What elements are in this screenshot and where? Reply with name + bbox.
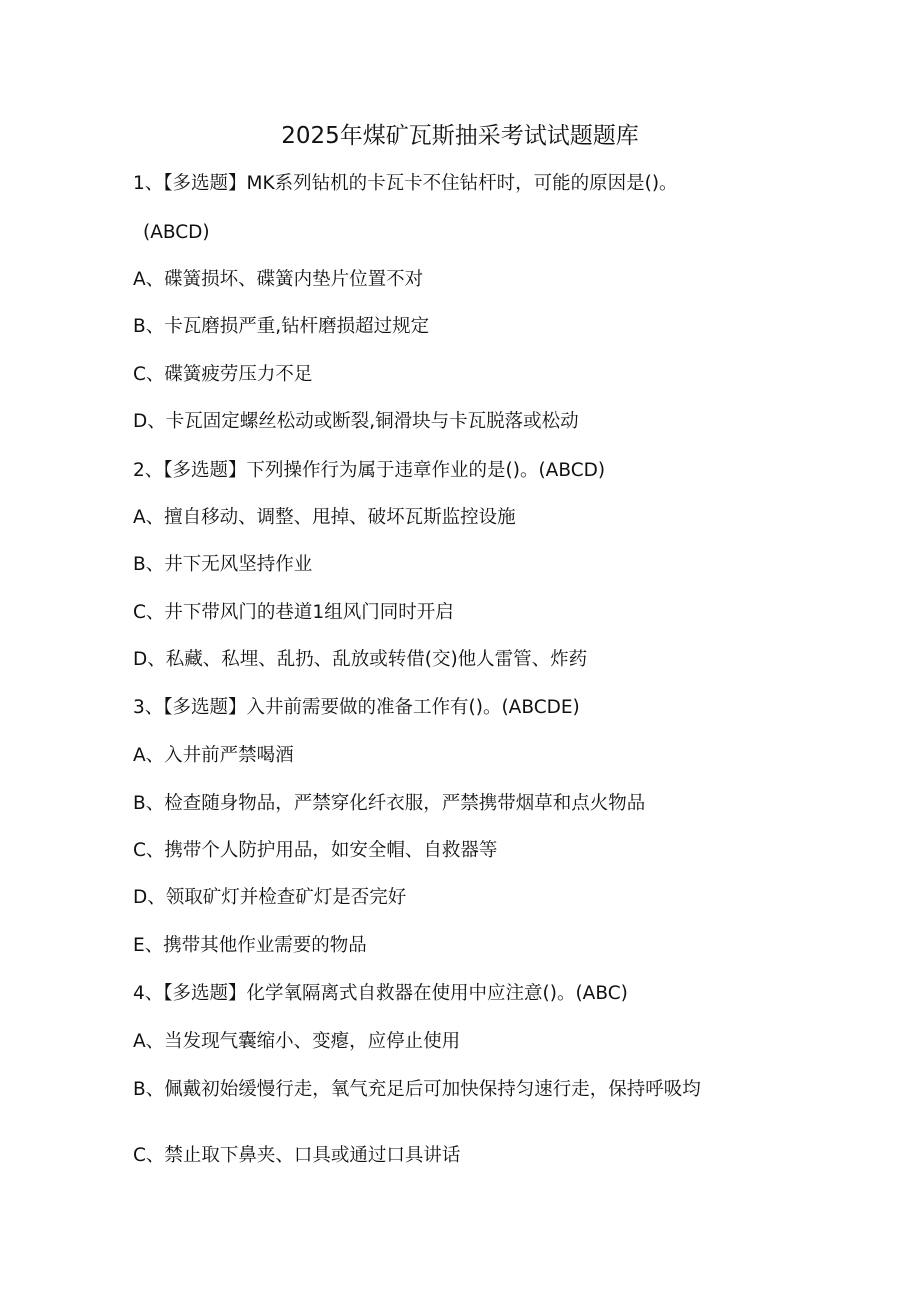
question-3-option-a: A、入井前严禁喝酒 [133,745,294,766]
question-4-option-c: C、禁止取下鼻夹、口具或通过口具讲话 [133,1145,461,1166]
question-4-option-b: B、佩戴初始缓慢行走，氧气充足后可加快保持匀速行走，保持呼吸均 [133,1079,701,1100]
question-1-option-b: B、卡瓦磨损严重,钻杆磨损超过规定 [133,316,430,337]
question-3-option-b: B、检查随身物品，严禁穿化纤衣服，严禁携带烟草和点火物品 [133,793,646,814]
question-3-option-d: D、领取矿灯并检查矿灯是否完好 [133,887,407,908]
question-2-stem: 2、【多选题】下列操作行为属于违章作业的是()。(ABCD) [133,460,606,481]
question-1-option-d: D、卡瓦固定螺丝松动或断裂,铜滑块与卡瓦脱落或松动 [133,411,579,432]
question-2-option-a: A、擅自移动、调整、甩掉、破坏瓦斯监控设施 [133,507,516,528]
question-1-option-a: A、碟簧损坏、碟簧内垫片位置不对 [133,269,424,290]
question-1-answer: (ABCD) [143,222,210,243]
question-3-option-c: C、携带个人防护用品，如安全帽、自救器等 [133,840,498,861]
question-4-stem: 4、【多选题】化学氧隔离式自救器在使用中应注意()。(ABC) [133,983,628,1004]
question-3-option-e: E、携带其他作业需要的物品 [133,935,367,956]
question-2-option-c: C、井下带风门的巷道1组风门同时开启 [133,602,454,623]
question-2-option-d: D、私藏、私埋、乱扔、乱放或转借(交)他人雷管、炸药 [133,649,588,670]
question-4-option-a: A、当发现气囊缩小、变瘪，应停止使用 [133,1031,461,1052]
document-title: 2025年煤矿瓦斯抽采考试试题题库 [281,123,639,149]
question-3-stem: 3、【多选题】入井前需要做的准备工作有()。(ABCDE) [133,697,580,718]
question-2-option-b: B、井下无风坚持作业 [133,554,313,575]
question-1-stem: 1、【多选题】MK系列钻机的卡瓦卡不住钻杆时，可能的原因是()。 [133,173,678,194]
question-1-option-c: C、碟簧疲劳压力不足 [133,364,313,385]
